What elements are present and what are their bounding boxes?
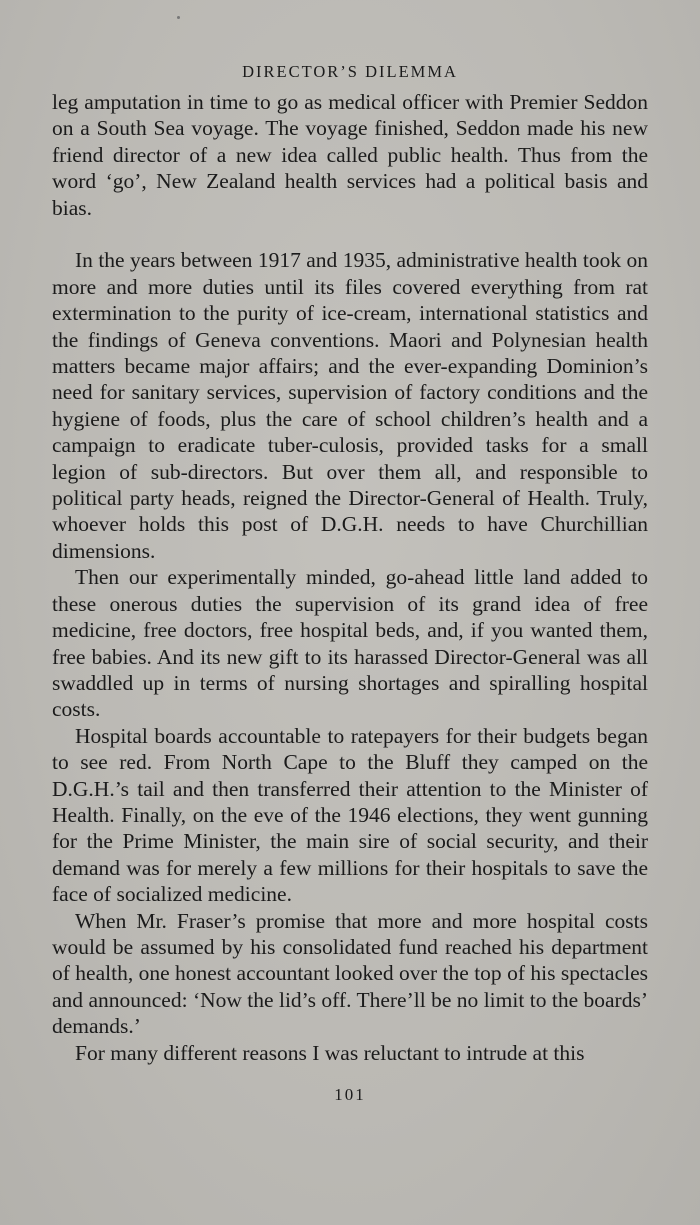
page-number: 101 [334, 1085, 366, 1104]
paragraph-continued: leg amputation in time to go as medical officer with Premier Seddon on a South Sea voyage. The voyage finished, Seddon made his new friend director of a new idea called public health. Thus from the word ‘go’, New Zealand health services had a political basis and bias. [52, 90, 648, 220]
paper-speck [177, 16, 180, 19]
paragraph: When Mr. Fraser’s promise that more and more hospital costs would be assumed by his consolidated fund reached his department of health, one honest accountant looked over the top of his spectacles and announced: ‘Now the lid’s off. There’ll be no limit to the boards’ demands.’ [52, 908, 648, 1039]
paragraph: For many different reasons I was reluctant to intrude at this [75, 1040, 585, 1065]
paragraph: Then our experimentally minded, go-ahead little land added to these onerous duties the supervision of its grand idea of free medicine, free doctors, free hospital beds, and, if you wanted them, free babies. And its new gift to its harassed Director-General was all swaddled up in terms of nursing shortages and spiralling hospital costs. [52, 565, 648, 722]
paragraph: Hospital boards accountable to ratepayers for their budgets began to see red. From North Cape to the Bluff they camped on the D.G.H.’s tail and then transferred their attention to the Minister of Health. Finally, on the eve of the 1946 elections, they went gunning for the Prime Minister, the main sire of social security, and their demand was for merely a few millions for their hospitals to save the face of socialized medicine. [52, 723, 648, 907]
body-text [52, 89, 648, 1066]
running-head: DIRECTOR’S DILEMMA [242, 62, 458, 81]
paragraph: In the years between 1917 and 1935, administrative health took on more and more duties until its files covered everything from rat extermination to the purity of ice-cream, international statistics and the findings of Geneva conventions. Maori and Polynesian health matters became major affairs; and the ever-expanding Dominion’s need for sanitary services, supervision of factory conditions and the hygiene of foods, plus the care of school children’s health and a campaign to eradicate tuber-culosis, provided tasks for a small legion of sub-directors. But over them all, and responsible to political party heads, reigned the Director-General of Health. Truly, whoever holds this post of D.G.H. needs to have Churchillian dimensions. [52, 248, 648, 563]
